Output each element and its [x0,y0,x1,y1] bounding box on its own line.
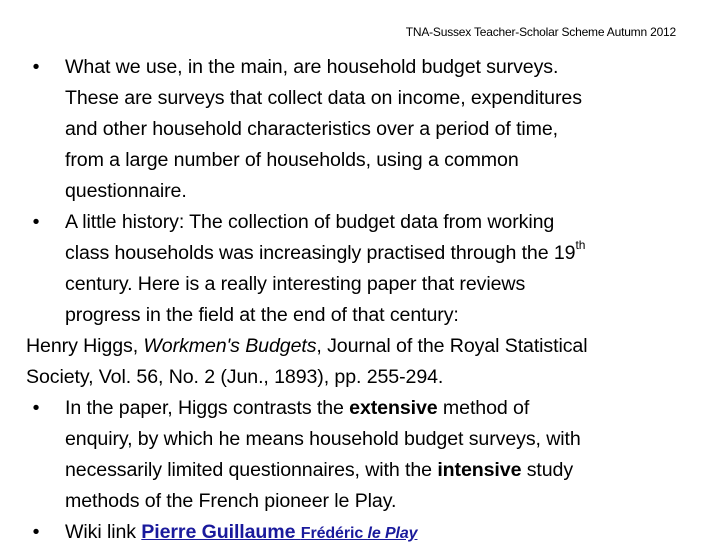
bullet-dot-icon: • [32,211,40,233]
text-line [65,455,694,486]
citation-line-2: Society, Vol. 56, No. 2 (Jun., 1893), pp. 255-294. [26,366,444,388]
text-segment: necessarily limited questionnaires, with the [65,459,438,481]
link-text-small[interactable]: Frédéric [300,525,368,542]
citation-title: Workmen's Budgets [143,335,317,357]
text-line [65,238,694,269]
bullet-wiki-link [26,517,694,549]
text-line: from a large number of households, using a common [65,149,519,171]
link-text[interactable]: Pierre Guillaume [141,521,301,543]
bullet-dot-icon: • [32,56,40,78]
text-line: questionnaire. [65,180,187,202]
text-line: A little history: The collection of budget data from working [65,211,555,233]
slide-body [26,52,694,549]
text-segment: Wiki link [65,521,142,543]
citation-line-1 [26,331,694,362]
text-segment: study [521,459,574,481]
text-line: and other household characteristics over a period of time, [65,118,559,140]
slide-header: TNA-Sussex Teacher-Scholar Scheme Autumn 2012 [405,25,676,39]
text-line: What we use, in the main, are household budget surveys. [65,56,559,78]
bullet-higgs-methods [26,393,694,517]
text-line [65,517,694,549]
bullet-dot-icon: • [32,521,40,543]
bullet-household-surveys [26,52,694,207]
bullet-dot-icon: • [32,397,40,419]
emphasis-intensive: intensive [437,459,522,481]
text-line: These are surveys that collect data on income, expenditures [65,87,582,109]
text-segment: In the paper, Higgs contrasts the [65,397,350,419]
bullet-history [26,207,694,331]
text-line [65,393,694,424]
superscript: th [575,238,586,253]
text-line: methods of the French pioneer le Play. [65,490,397,512]
citation-journal: , Journal of the Royal Statistical [316,335,588,357]
text-line: century. Here is a really interesting paper that reviews [65,273,526,295]
text-line: enquiry, by which he means household budget surveys, with [65,428,581,450]
link-text-italic[interactable]: le Play [367,525,418,542]
text-segment: method of [437,397,530,419]
emphasis-extensive: extensive [349,397,438,419]
text-segment: class households was increasingly practised through the 19 [65,242,576,264]
citation-author: Henry Higgs, [26,335,144,357]
text-line: progress in the field at the end of that century: [65,304,459,326]
